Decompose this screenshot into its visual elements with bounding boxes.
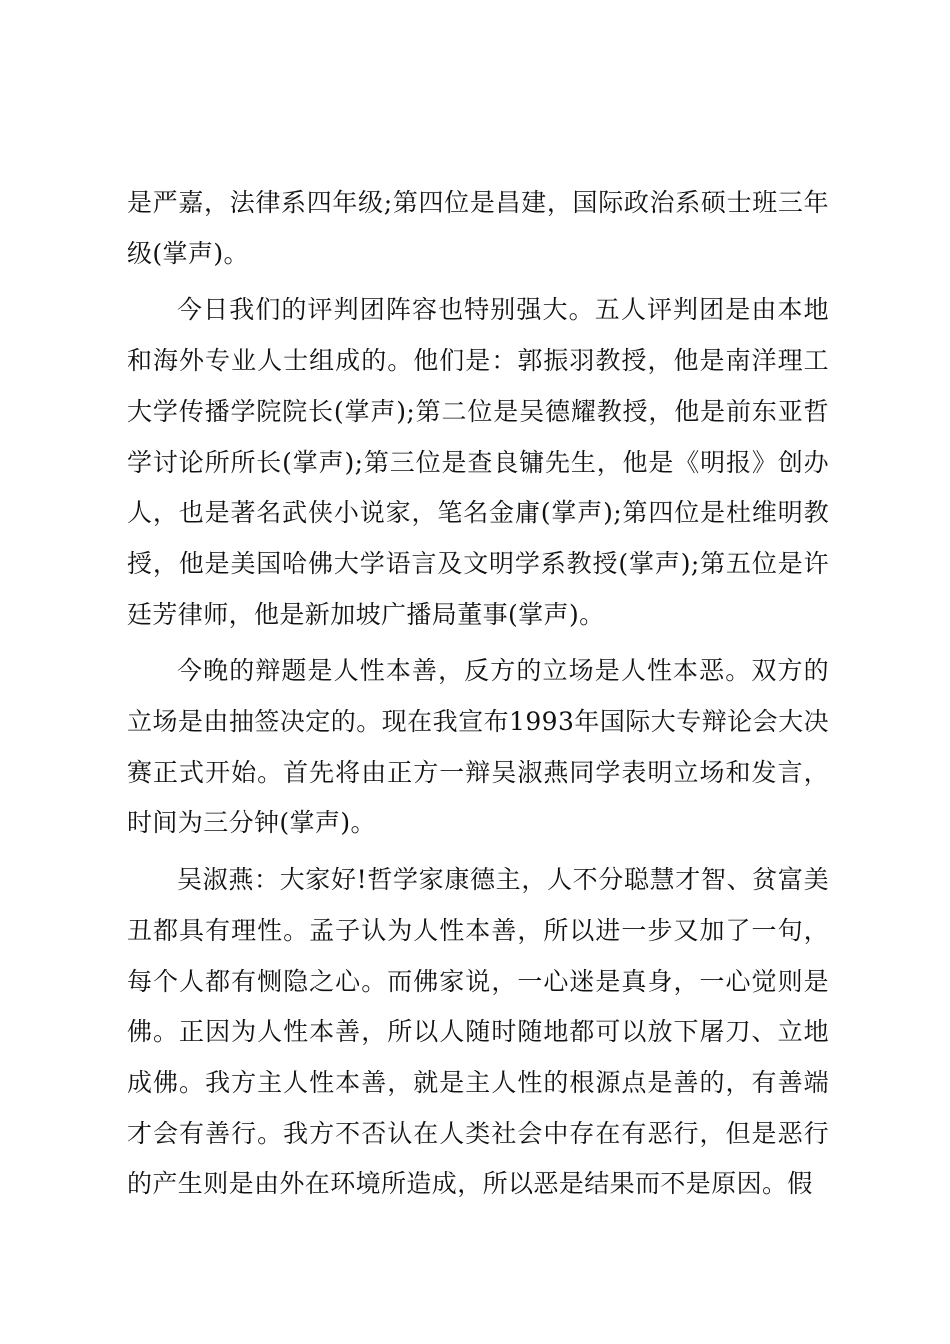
- paragraph-speech: 吴淑燕：大家好!哲学家康德主，人不分聪慧才智、贫富美丑都具有理性。孟子认为人性本善，所以进一步又加了一句，每个人都有恻隐之心。而佛家说，一心迷是真身，一心觉则是佛。正因为人性本善，所以人随时随地都可以放下屠刀、立地成佛。我方主人性本善，就是主人性的根源点是善的，有善端才会有善行。我方不否认在人类社会中存在有恶行，但是恶行的产生则是由外在环境所造成，所以恶是结果而不是原因。假: [127, 865, 829, 1199]
- paragraph-continuation: 是严嘉，法律系四年级;第四位是昌建，国际政治系硕士班三年级(掌声)。: [127, 188, 829, 268]
- paragraph-motion: 今晚的辩题是人性本善，反方的立场是人性本恶。双方的立场是由抽签决定的。现在我宣布1993年国际大专辩论会大决赛正式开始。首先将由正方一辩吴淑燕同学表明立场和发言，时间为三分钟(掌声)。: [127, 656, 829, 838]
- paragraph-judges: 今日我们的评判团阵容也特别强大。五人评判团是由本地和海外专业人士组成的。他们是：郭振羽教授，他是南洋理工大学传播学院院长(掌声);第二位是吴德耀教授，他是前东亚哲学讨论所所长(掌声);第三位是查良镛先生，他是《明报》创办人，也是著名武侠小说家，笔名金庸(掌声);第四位是杜维明教授，他是美国哈佛大学语言及文明学系教授(掌声);第五位是许廷芳律师，他是新加坡广播局董事(掌声)。: [127, 295, 829, 629]
- document-body: [127, 178, 829, 1216]
